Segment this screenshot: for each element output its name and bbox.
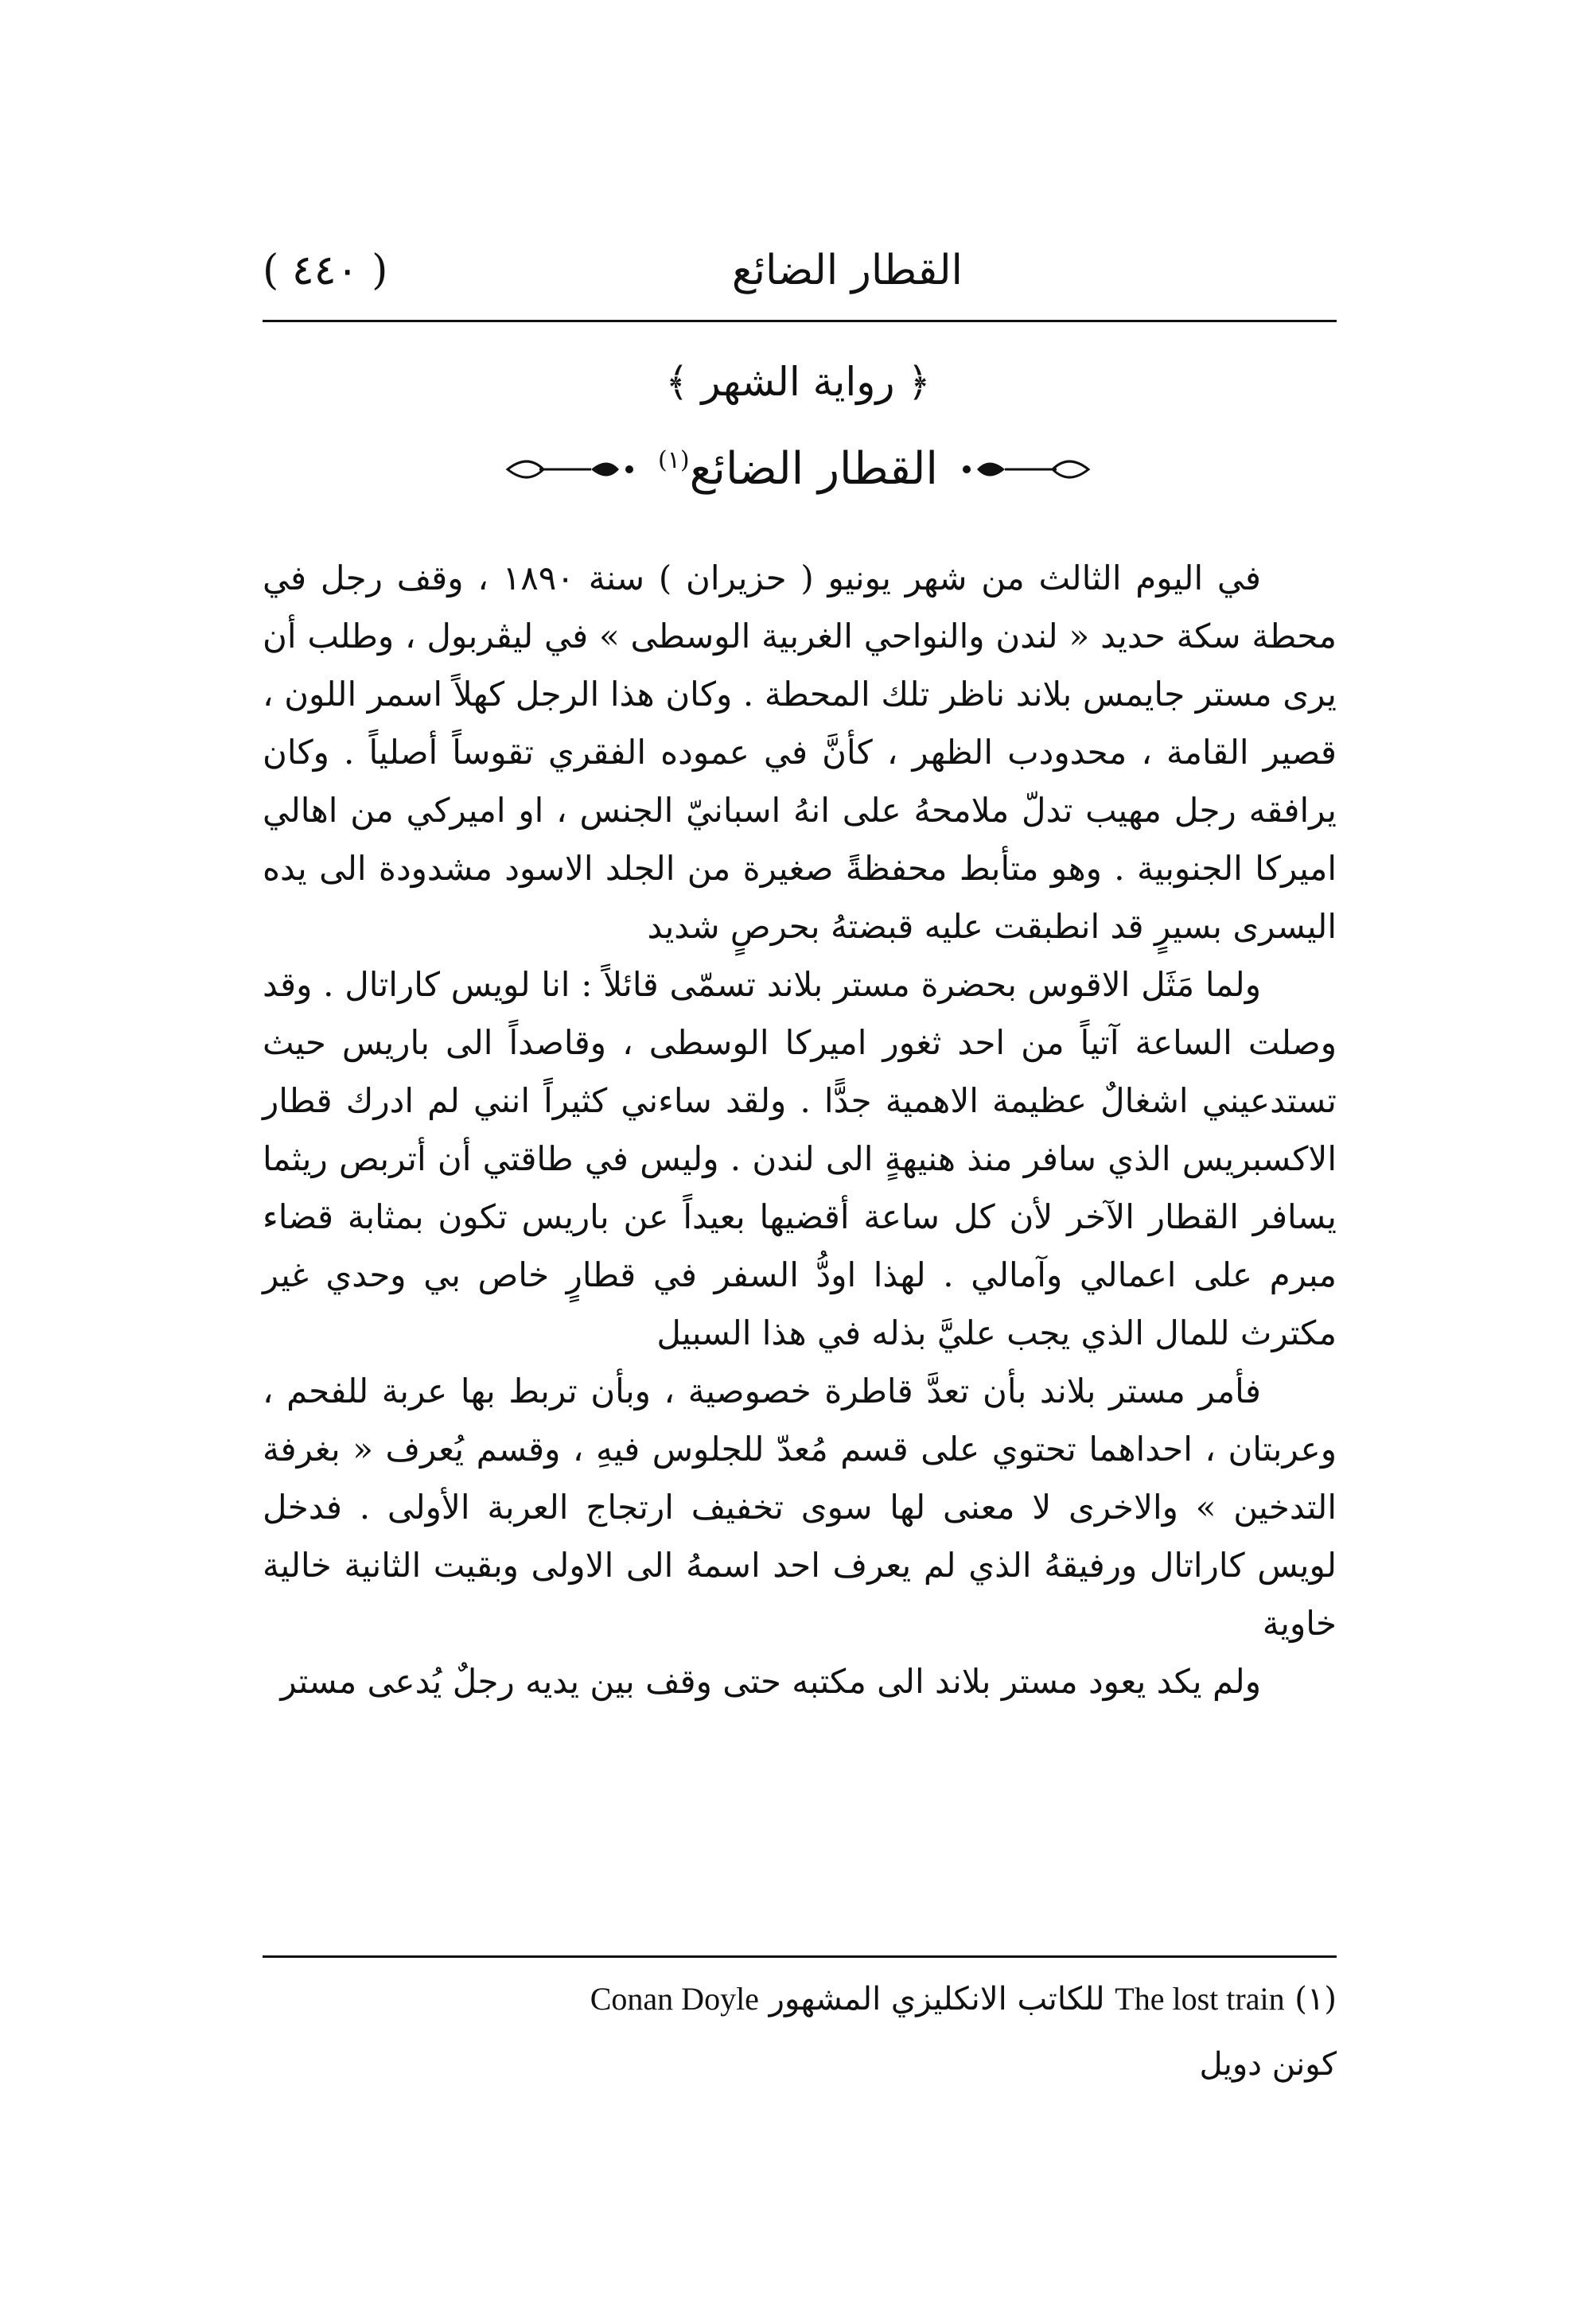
footnote-arabic-text: للكاتب الانكليزي المشهور <box>769 1981 1105 2017</box>
page-number: ( ٤٤٠ ) <box>263 247 388 294</box>
paragraph-3: فأمر مستر بلاند بأن تعدَّ قاطرة خصوصية ، وبأن تربط بها عربة للفحم ، وعربتان ، احداهما تحتوي على قسم مُعدّ للجلوس فيهِ ، وقسم يُعرف « بغرفة التدخين » والاخرى لا معنى لها سوى تخفيف ارتجاج العربة الأولى . فدخل لويس كاراتال ورفيقهُ الذي لم يعرف احد اسمهُ الى الاولى وبقيت الثانية خالية خاوية <box>263 1371 1337 1643</box>
paragraph-2: ولما مَثَل الاقوس بحضرة مستر بلاند تسمّى قائلاً : انا لويس كاراتال . وقد وصلت الساعة آتياً من احد ثغور اميركا الوسطى ، وقاصداً الى باريس حيث تستدعيني اشغالٌ عظيمة الاهمية جدًّا . ولقد ساءني كثيراً انني لم ادرك قطار الاكسبريس الذي سافر منذ هنيهةٍ الى لندن . وليس في طاقتي أن أتربص ريثما يسافر القطار الآخر لأن كل ساعة أقضيها بعيداً عن باريس تكون بمثابة قضاء مبرم على اعمالي وآمالي . لهذا اودُّ السفر في قطارٍ خاص بي وحدي غير مكترث للمال الذي يجب عليَّ بذله في هذا السبيل <box>263 965 1337 1352</box>
header-rule <box>263 320 1337 322</box>
footnote-author-arabic: كونن دويل <box>1199 2046 1337 2083</box>
story-title-row <box>0 434 1596 505</box>
story-title <box>658 434 938 505</box>
ornament-right-icon <box>957 449 1092 489</box>
body-text <box>263 549 1337 1710</box>
running-header <box>263 239 1337 302</box>
paragraph-1: في اليوم الثالث من شهر يونيو ( حزيران ) سنة ١٨٩٠ ، وقف رجل في محطة سكة حديد « لندن والنواحي الغربية الوسطى » في ليڤربول ، وطلب أن يرى مستر جايمس بلاند ناظر تلك المحطة . وكان هذا الرجل كهلاً اسمر اللون ، قصير القامة ، محدودب الظهر ، كأنَّ في عموده الفقري تقوساً أصلياً . وكان يرافقه رجل مهيب تدلّ ملامحهُ على انهُ اسبانيّ الجنس ، او اميركي من اهالي اميركا الجنوبية . وهو متأبط محفظةً صغيرة من الجلد الاسود مشدودة الى يده اليسرى بسيرٍ قد انطبقت عليه قبضتهُ بحرصٍ شديد <box>263 558 1337 946</box>
paragraph-4: ولم يكد يعود مستر بلاند الى مكتبه حتى وقف بين يديه رجلٌ يُدعى مستر <box>280 1662 1261 1701</box>
ornament-left-icon <box>504 449 639 489</box>
story-title-text: القطار الضائع <box>689 443 938 495</box>
section-label: ﴿ رواية الشهر ﴾ <box>665 359 931 405</box>
footnote <box>263 1967 1337 2097</box>
title-footnote-mark: (١) <box>658 446 690 475</box>
footnote-rule <box>263 1955 1337 1958</box>
footnote-mark: (١) <box>1294 1981 1337 2017</box>
footnote-english-title: The lost train <box>1115 1981 1285 2017</box>
footnote-author-latin: Conan Doyle <box>590 1981 759 2017</box>
running-title: القطار الضائع <box>731 247 963 294</box>
